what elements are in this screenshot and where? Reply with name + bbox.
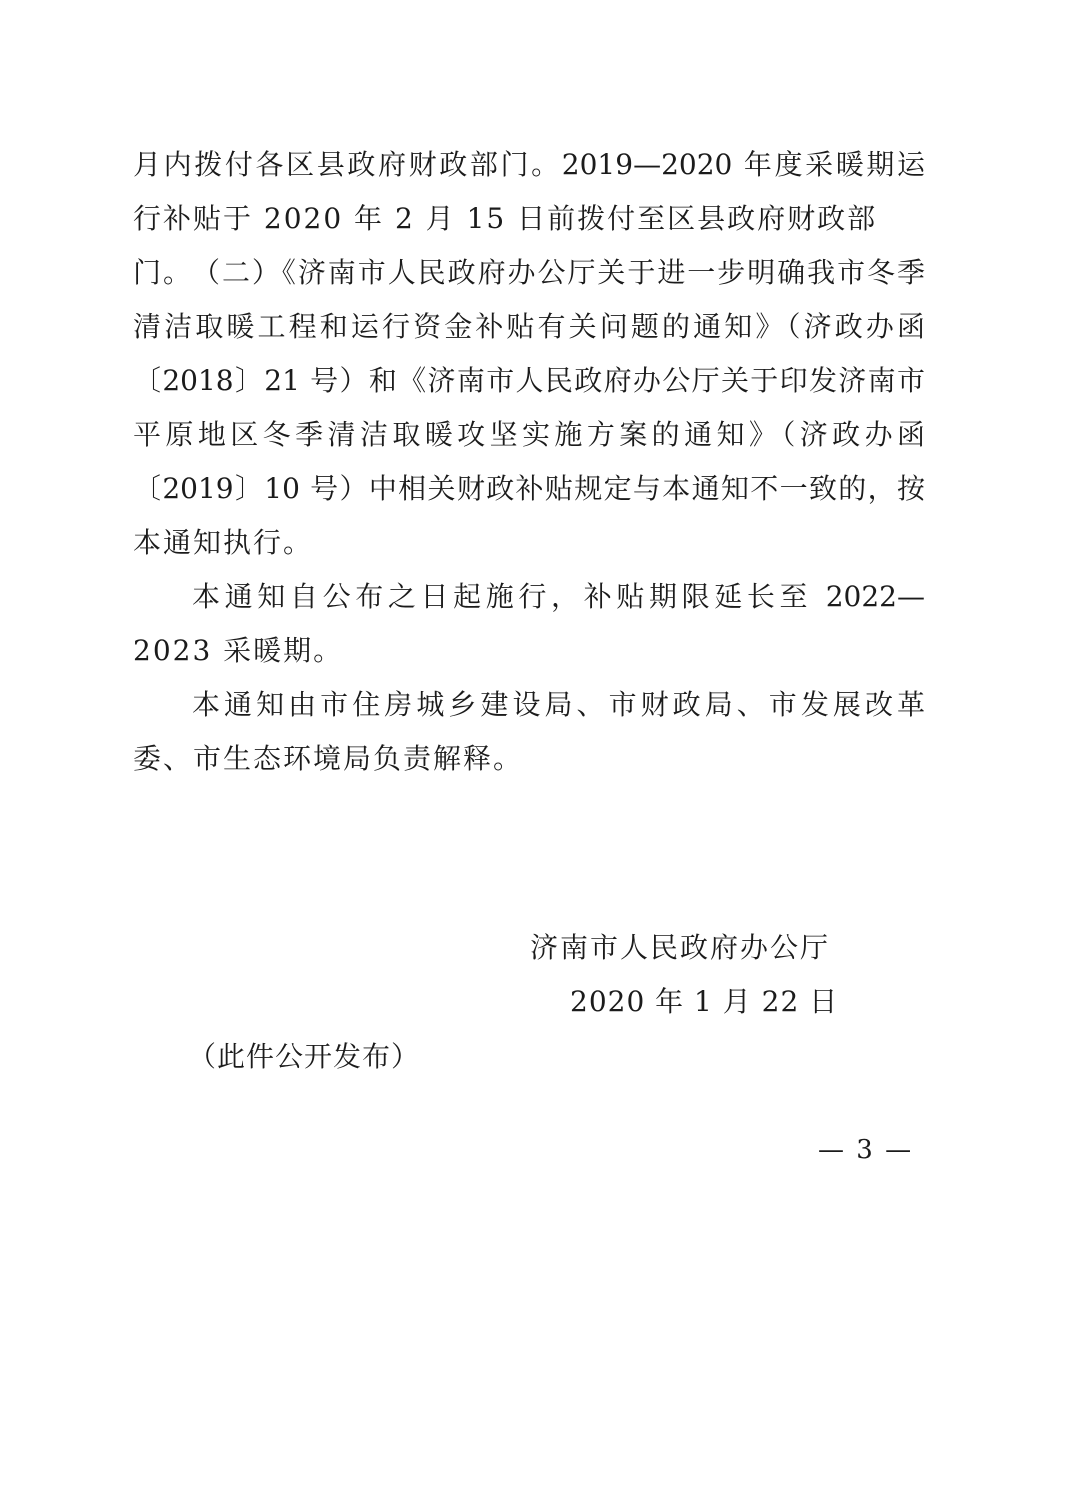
body-line: 本通知自公布之日起施行，补贴期限延长至 2022— xyxy=(192,580,925,613)
signature-issuer: 济南市人民政府办公厅 xyxy=(530,931,831,964)
signature-date: 2020 年 1 月 22 日 xyxy=(570,985,839,1018)
body-line: 〔2018〕21 号）和《济南市人民政府办公厅关于印发济南市 xyxy=(133,364,925,397)
body-line: 清洁取暖工程和运行资金补贴有关问题的通知》（济政办函 xyxy=(133,310,925,343)
body-line: （二）《济南市人民政府办公厅关于进一步明确我市冬季 xyxy=(192,256,925,289)
body-line: 行补贴于 2020 年 2 月 15 日前拨付至区县政府财政部门。 xyxy=(133,202,878,289)
body-line: 〔2019〕10 号）中相关财政补贴规定与本通知不一致的，按 xyxy=(133,472,925,505)
body-line: 2023 采暖期。 xyxy=(133,634,344,667)
body-line: 本通知由市住房城乡建设局、市财政局、市发展改革 xyxy=(192,688,925,721)
body-line: 委、市生态环境局负责解释。 xyxy=(133,742,524,775)
body-line: 月内拨付各区县政府财政部门。2019—2020 年度采暖期运 xyxy=(133,148,925,181)
paragraph-item-two xyxy=(133,246,925,570)
page-number: — 3 — xyxy=(818,1135,914,1165)
paragraph-effective-date xyxy=(133,570,925,678)
body-text xyxy=(133,138,925,786)
body-line: 本通知执行。 xyxy=(133,526,314,559)
body-line: 平原地区冬季清洁取暖攻坚实施方案的通知》（济政办函 xyxy=(133,418,925,451)
publish-note: （此件公开发布） xyxy=(188,1040,421,1073)
paragraph-interpretation xyxy=(133,678,925,786)
